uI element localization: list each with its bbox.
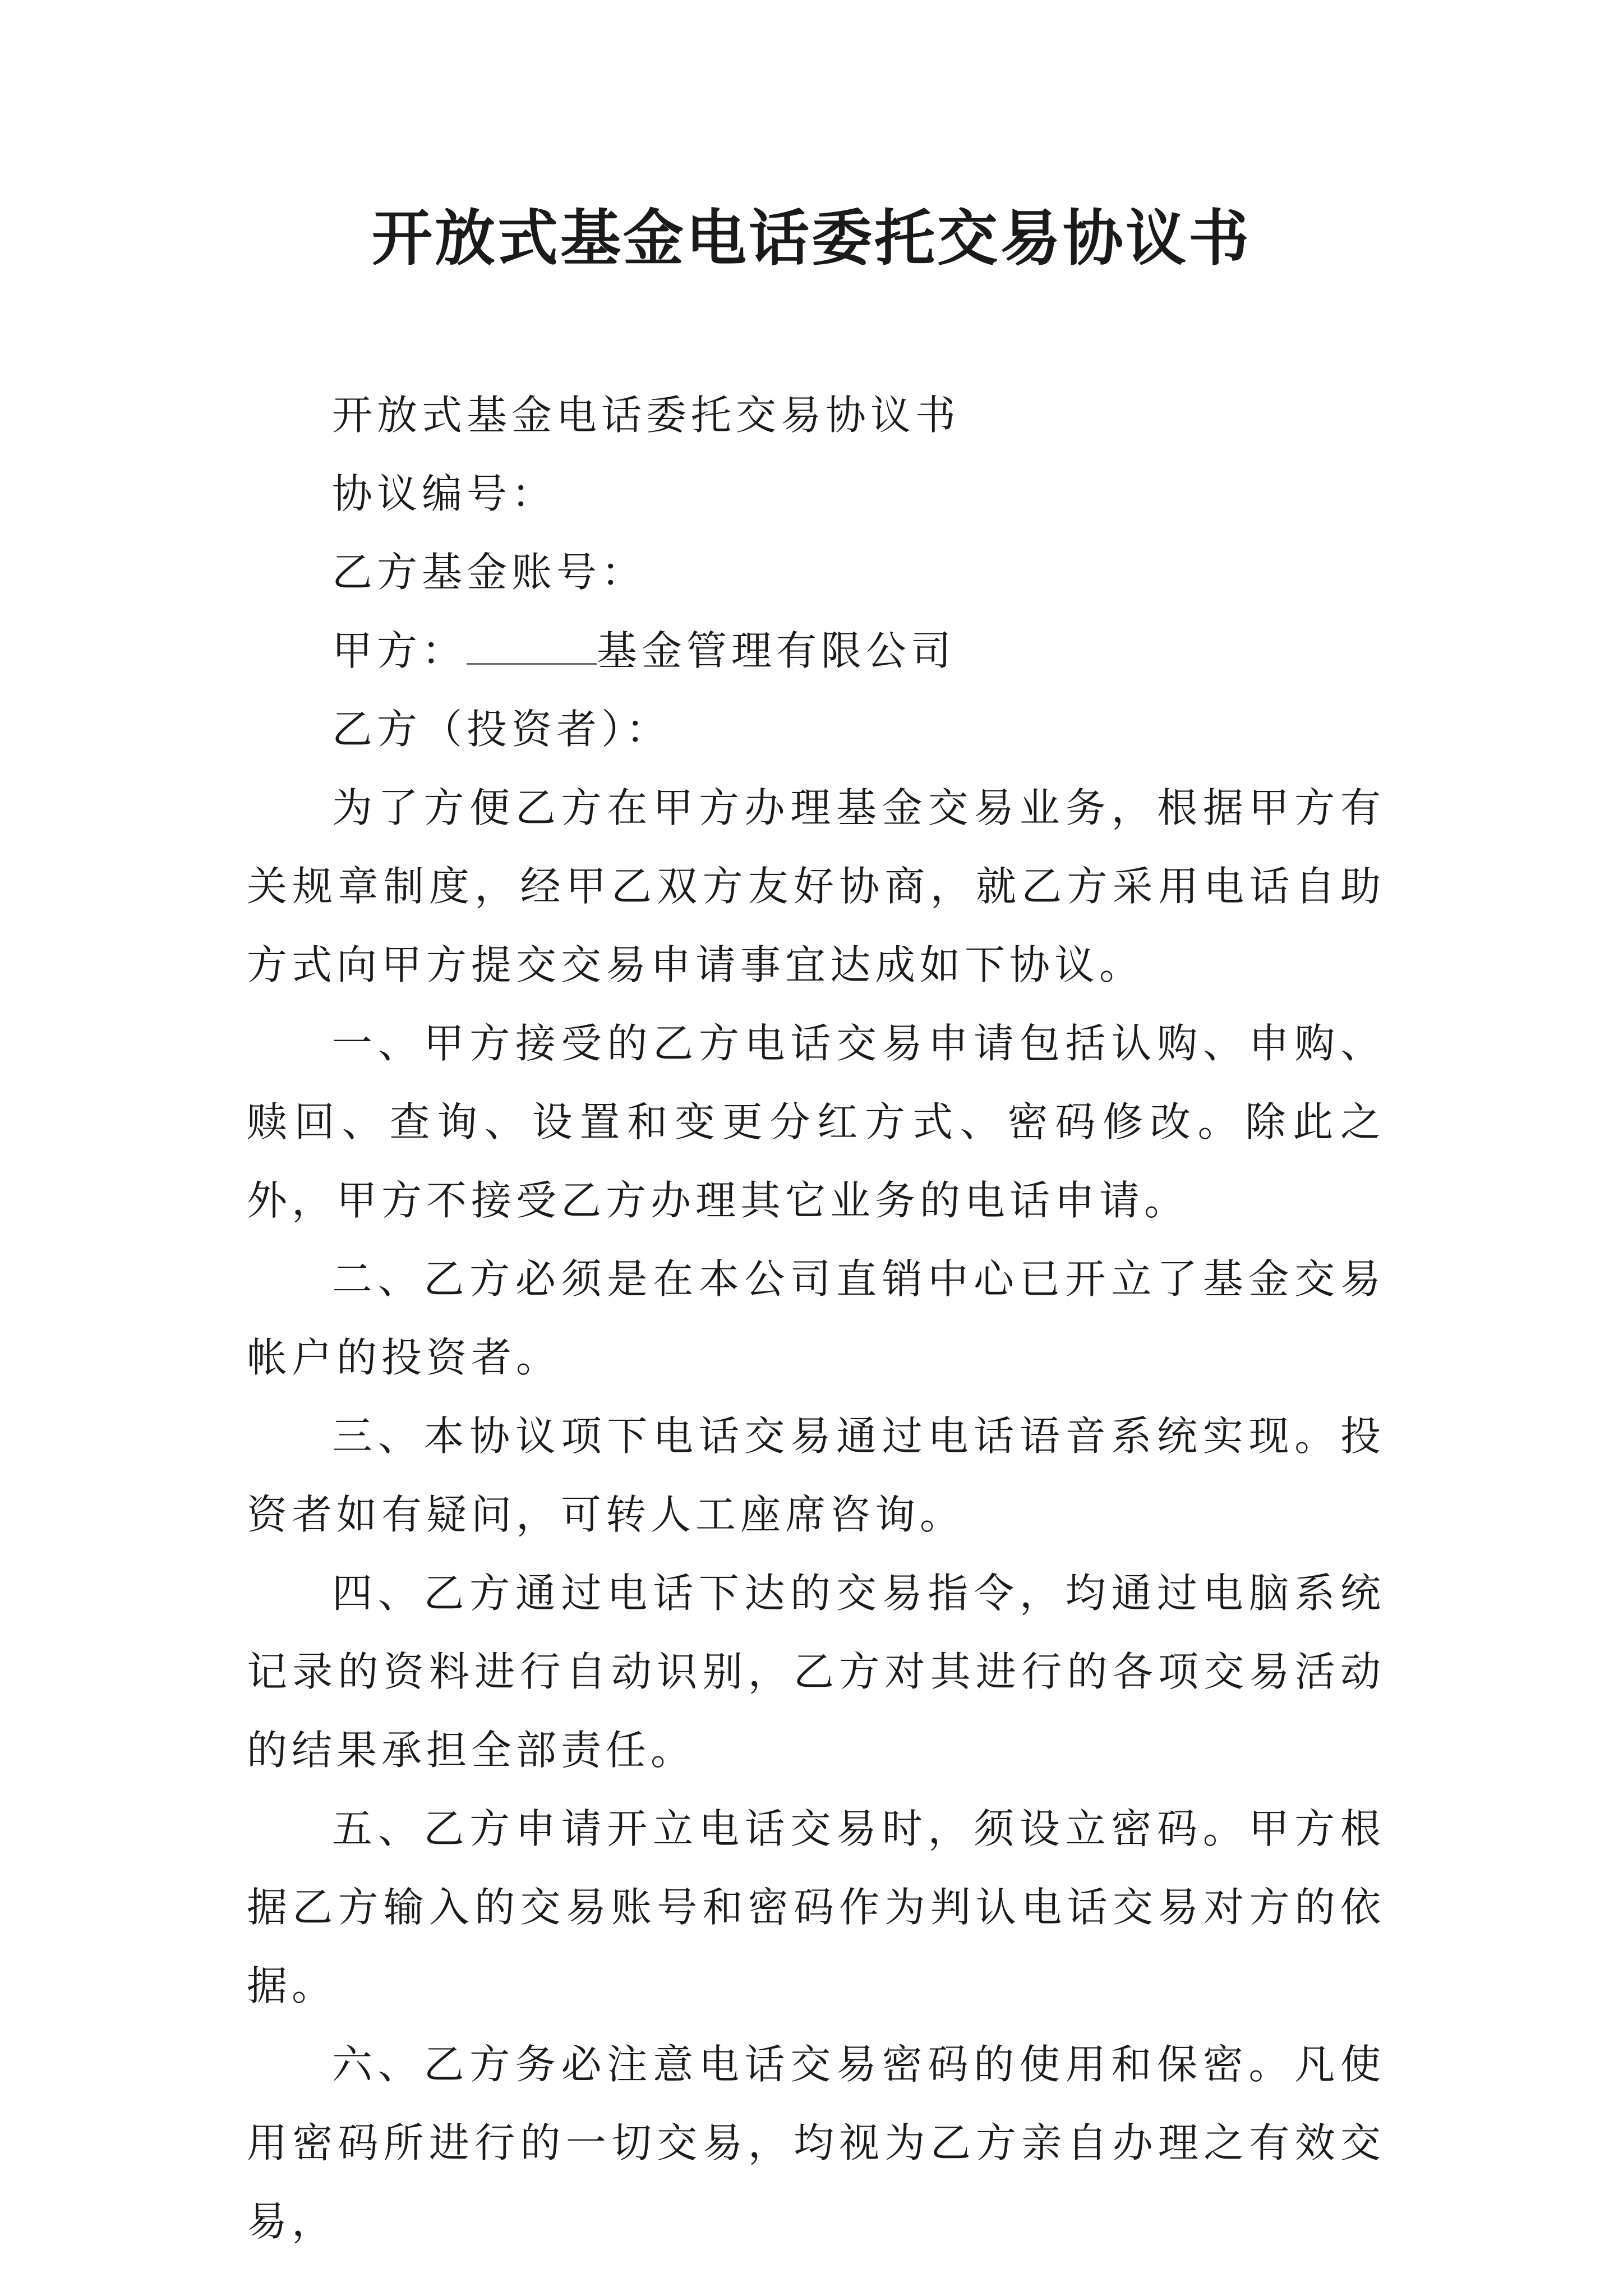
header-title-line: 开放式基金电话委托交易协议书 [332,392,961,439]
party-a-blank-field [467,627,597,665]
document-title: 开放式基金电话委托交易协议书 [371,203,1251,274]
party-a-suffix: 基金管理有限公司 [597,627,956,674]
paragraph-clause-4: 四、乙方通过电话下达的交易指令，均通过电脑系统记录的资料进行自动识别，乙方对其进行的各项交易活动的结果承担全部责任。 [247,1570,1385,1774]
document-body [247,376,1385,2261]
agreement-number-line: 协议编号： [332,470,557,517]
party-a-line [247,611,1385,690]
paragraph-clause-5: 五、乙方申请开立电话交易时，须设立密码。甲方根据乙方输入的交易账号和密码作为判认电话交易对方的依据。 [247,1805,1385,2009]
paragraph-clause-6: 六、乙方务必注意电话交易密码的使用和保密。凡使用密码所进行的一切交易，均视为乙方亲自办理之有效交易， [247,2041,1385,2245]
fund-account-line: 乙方基金账号： [332,549,647,596]
party-b-line: 乙方（投资者）： [332,706,671,753]
paragraph-clause-1: 一、甲方接受的乙方电话交易申请包括认购、申购、赎回、查询、设置和变更分红方式、密码修改。除此之外，甲方不接受乙方办理其它业务的电话申请。 [247,1020,1385,1224]
paragraph-clause-2: 二、乙方必须是在本公司直销中心已开立了基金交易帐户的投资者。 [247,1255,1385,1381]
paragraph-clause-3: 三、本协议项下电话交易通过电话语音系统实现。投资者如有疑问，可转人工座席咨询。 [247,1412,1385,1538]
party-a-label: 甲方： [332,627,467,674]
paragraph-intro: 为了方便乙方在甲方办理基金交易业务，根据甲方有关规章制度，经甲乙双方友好协商，就乙方采用电话自助方式向甲方提交交易申请事宜达成如下协议。 [247,784,1385,988]
